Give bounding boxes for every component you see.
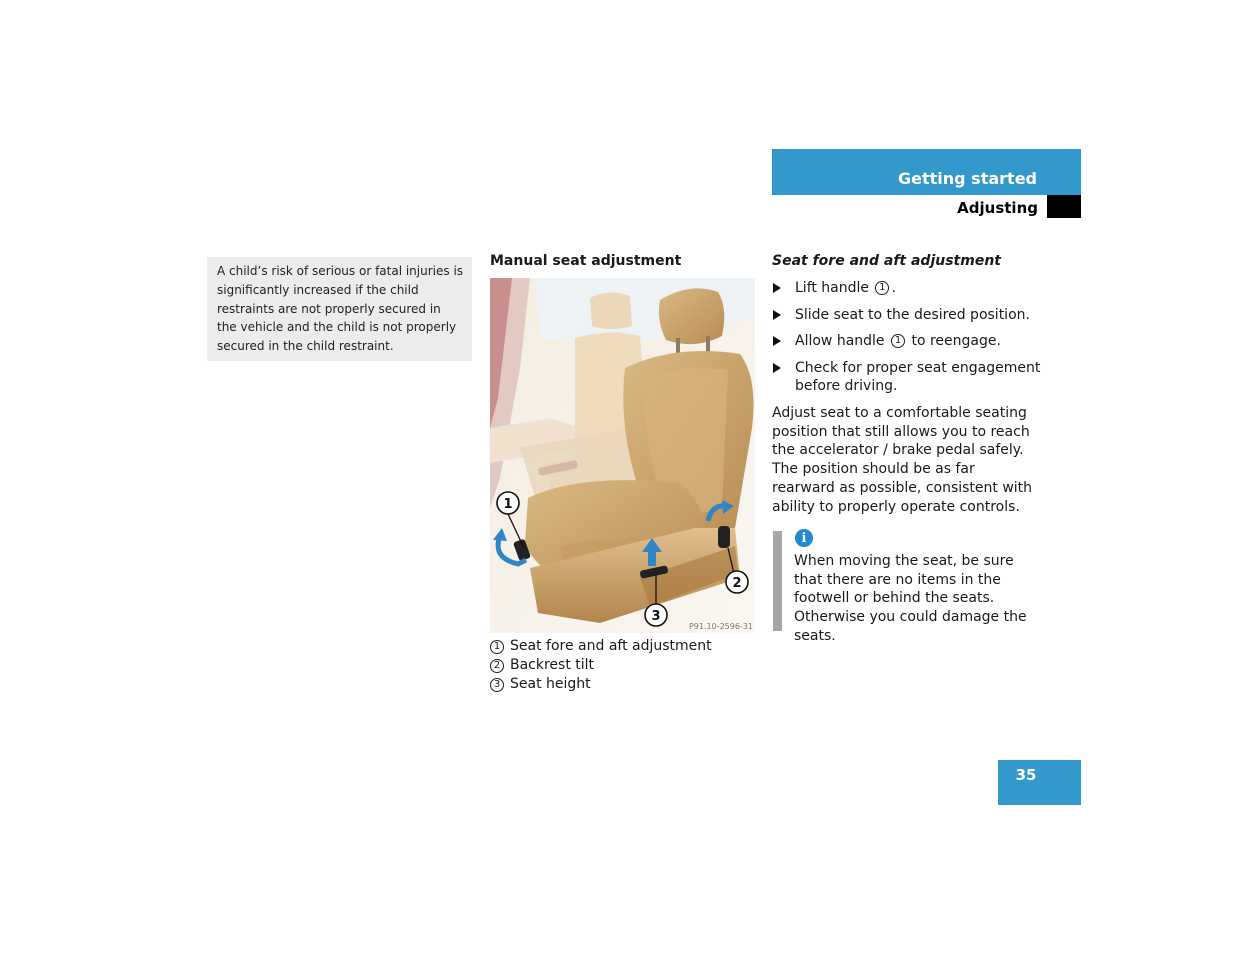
adjust-paragraph: Adjust seat to a comfortable seating position that still allows you to reach the accelerator / brake pedal safely. The position should be as far rearward as possible, consistent with ability to properly operate controls. [772,405,1033,515]
caption-number: 1 [490,640,504,654]
caption-number: 2 [490,659,504,673]
step-text-after: . [891,280,896,296]
bullet-arrow-icon [773,310,781,320]
step-text: Lift handle [795,280,874,296]
caption-text: Backrest tilt [510,657,595,673]
step-text-after: to reengage. [907,333,1001,349]
info-icon: i [795,529,813,547]
caption-text: Seat height [510,676,591,692]
instruction-steps [772,279,1042,404]
bullet-arrow-icon [773,336,781,346]
seat-illustration [490,278,755,633]
page-number-box [998,760,1081,805]
step-item [772,332,1042,351]
info-text: When moving the seat, be sure that there are no items in the footwell or behind the seats. Otherwise you could damage the seats. [794,553,1027,644]
section-title: Getting started [898,169,1037,188]
instructions-heading: Seat fore and aft adjustment [772,253,1001,269]
bullet-arrow-icon [773,283,781,293]
callout-2-label: 2 [732,576,742,591]
subsection-title: Adjusting [957,199,1038,217]
image-code: P91.10-2596-31 [688,622,753,631]
step-item [772,359,1042,396]
step-text: Check for proper seat engagement before driving. [795,359,1041,394]
section-header-band [772,149,1081,195]
figure-captions [490,637,760,694]
callout-3-label: 3 [651,609,661,624]
warning-text: A child’s risk of serious or fatal injuries is significantly increased if the child restraints are not properly secured in the vehicle and the child is not properly secured in the child restraint. [217,264,464,354]
caption-item [490,675,760,694]
warning-box [207,257,472,361]
caption-item [490,637,760,656]
step-item [772,306,1042,325]
section-tab-marker [1047,195,1081,218]
caption-text: Seat fore and aft adjustment [510,638,712,654]
step-text: Allow handle [795,333,889,349]
bullet-arrow-icon [773,363,781,373]
info-bar [773,531,782,631]
callout-1-label: 1 [503,497,513,512]
step-ref: 1 [875,281,889,295]
caption-item [490,656,760,675]
page-number: 35 [1015,766,1037,784]
step-text: Slide seat to the desired position. [795,306,1030,323]
step-item [772,279,1042,298]
figure-heading: Manual seat adjustment [490,253,682,269]
caption-number: 3 [490,678,504,692]
step-ref: 1 [891,334,905,348]
